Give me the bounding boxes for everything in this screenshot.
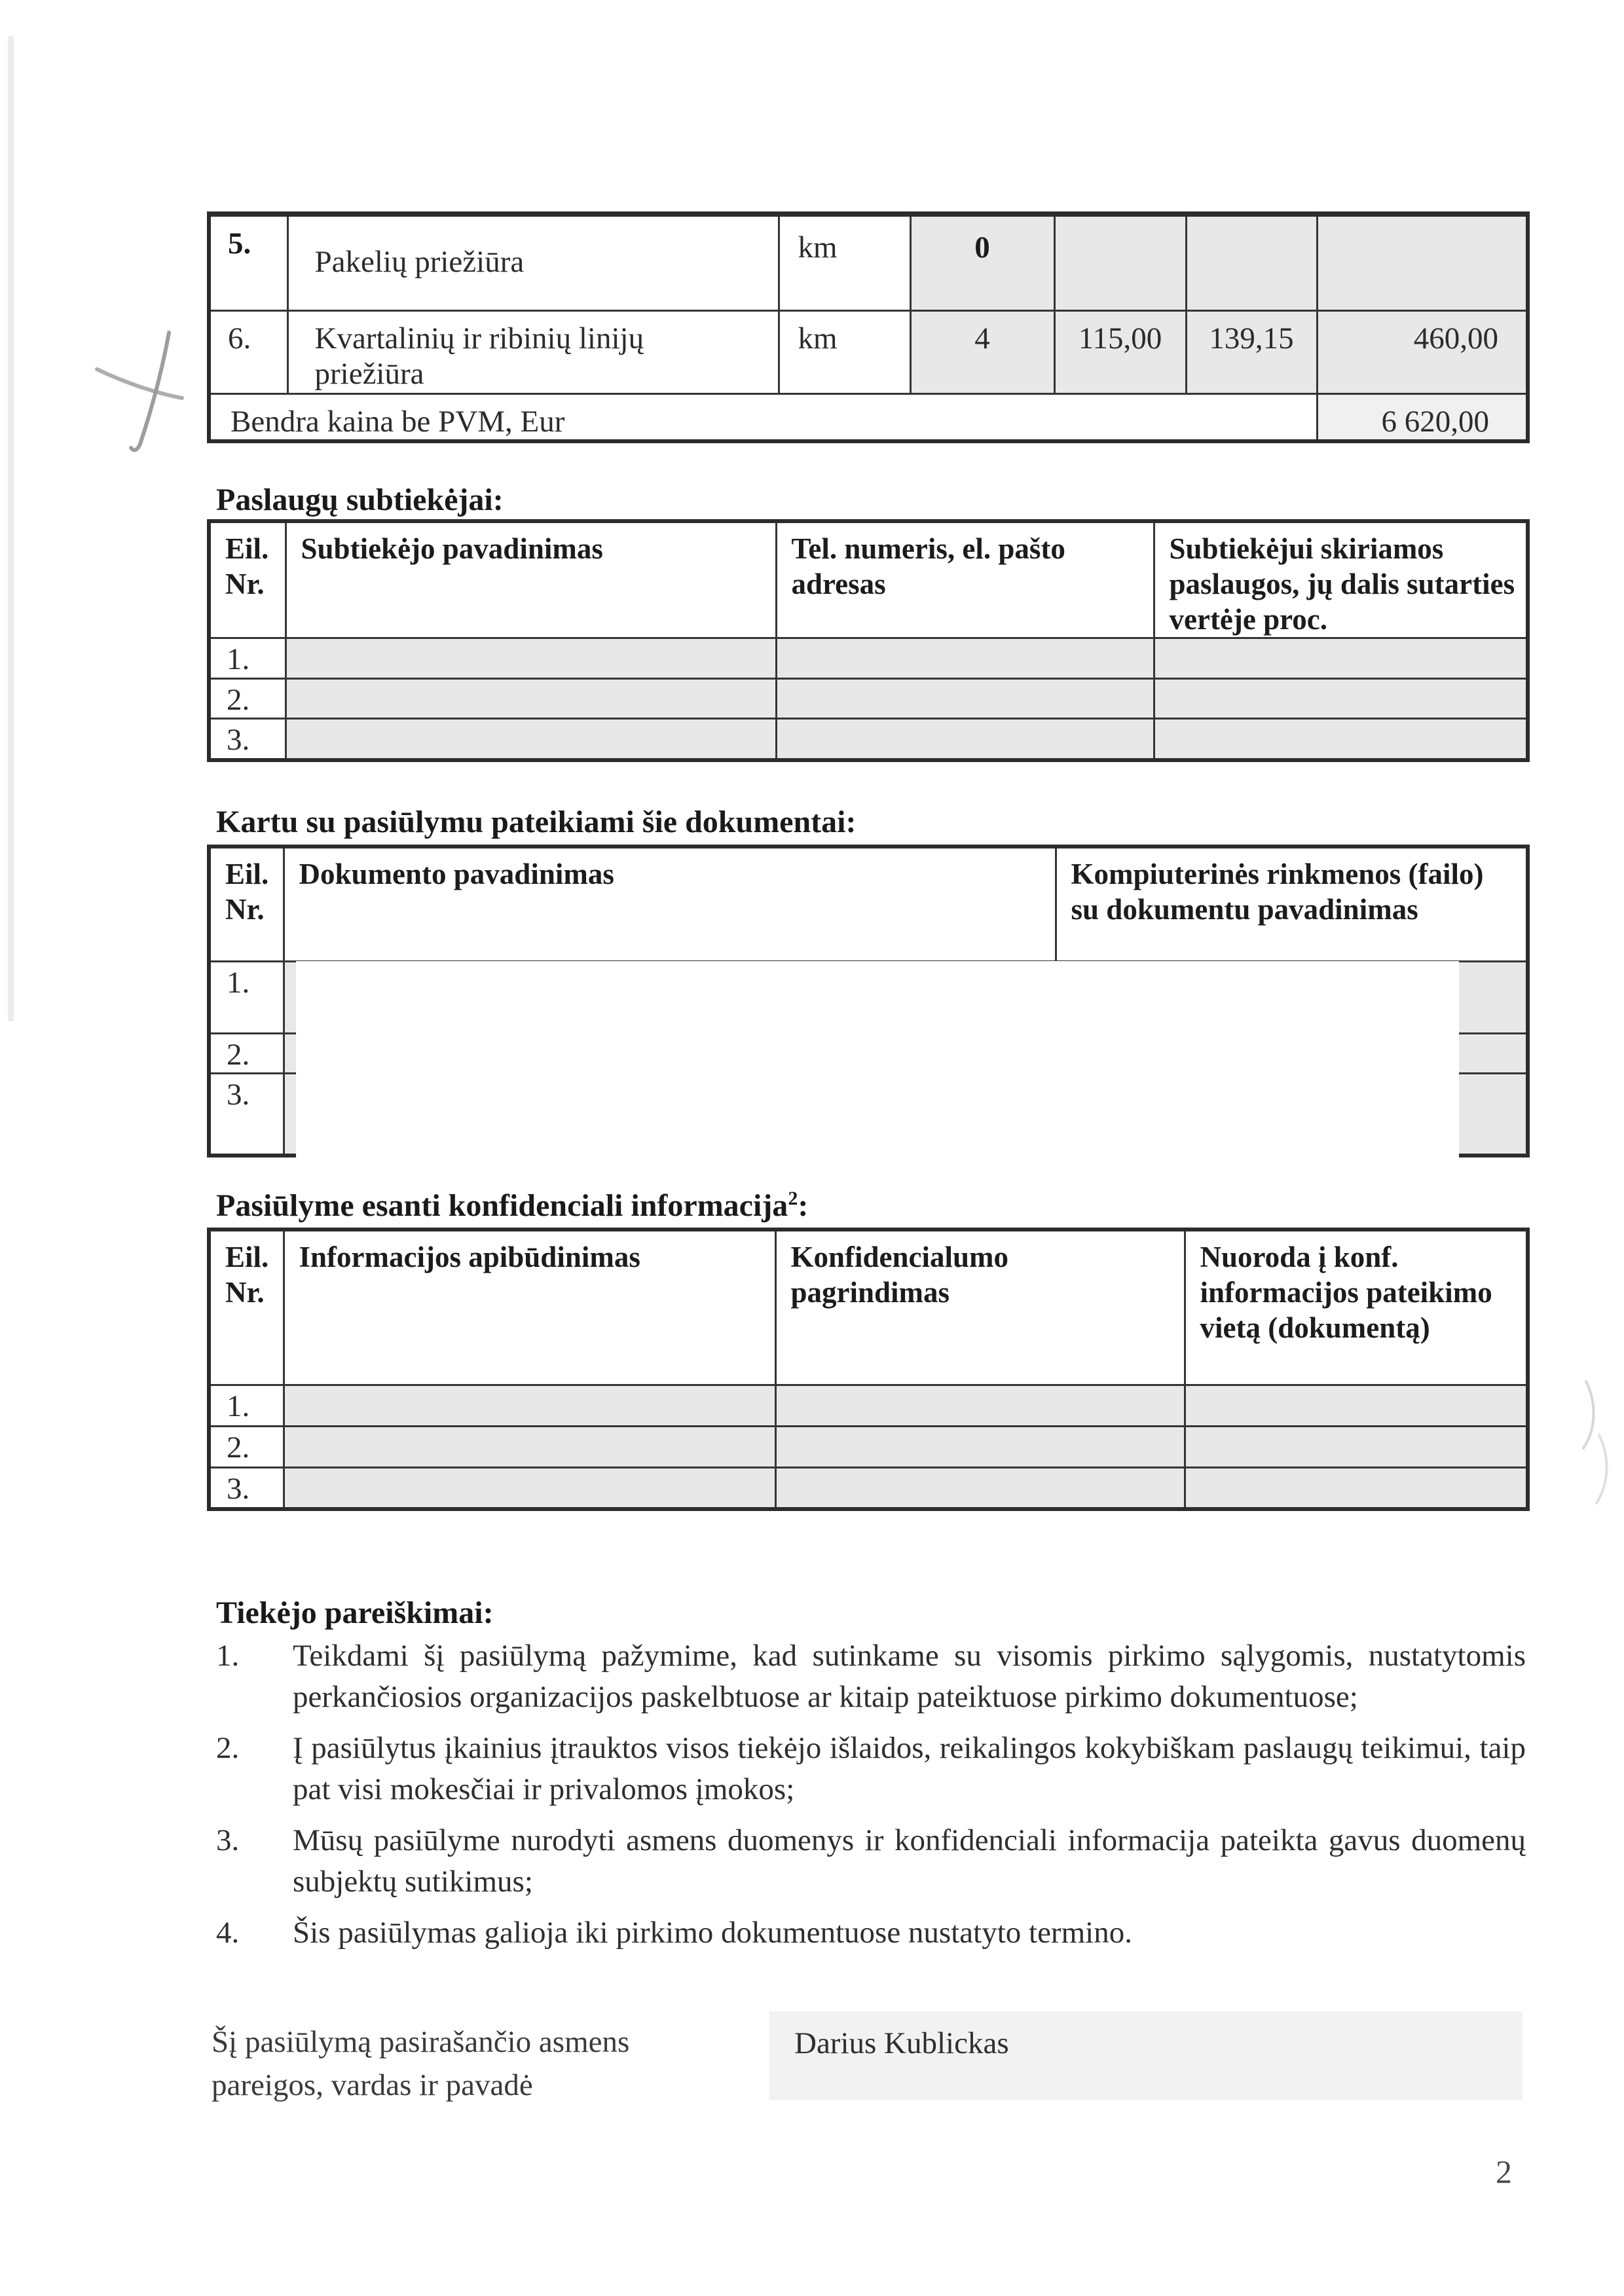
empty-cell (1154, 638, 1528, 679)
row-number-cell: 1. (209, 638, 286, 679)
row-number-cell: 2. (209, 1426, 284, 1467)
header-cell: Eil. Nr. (209, 847, 284, 961)
table-header-row (209, 1230, 1528, 1385)
item-text: Šis pasiūlymas galioja iki pirkimo dokumentuose nustatyto termino. (293, 1916, 1132, 1950)
empty-cell (1185, 1385, 1528, 1426)
table-row (209, 719, 1528, 760)
section-heading-declarations: Tiekėjo pareiškimai: (216, 1595, 494, 1630)
signature-name: Darius Kublickas (794, 2026, 1009, 2060)
row-number-cell: 1. (209, 1385, 284, 1426)
confidential-table (207, 1228, 1530, 1511)
signature-label: Šį pasiūlymą pasirašančio asmens pareigos, vardas ir pavadė (212, 2025, 630, 2102)
row-number-cell: 3. (209, 1074, 284, 1156)
table-header-row (209, 847, 1528, 961)
section-heading-subcontractors: Paslaugų subtiekėjai: (216, 483, 504, 517)
item-text: Mūsų pasiūlyme nurodyti asmens duomenys ir konfidenciali informacija pateikta gavus duomenų subjektų sutikimus; (293, 1823, 1526, 1899)
price-cell: 139,15 (1186, 310, 1317, 393)
empty-cell (776, 638, 1154, 679)
section-heading-confidential (216, 1188, 808, 1224)
empty-cell (284, 1426, 775, 1467)
price-cell: 115,00 (1054, 310, 1186, 393)
header-cell: Nuoroda į konf. informacijos pateikimo vietą (dokumentą) (1185, 1230, 1528, 1385)
header-cell: Dokumento pavadinimas (284, 847, 1056, 961)
table-header-row (209, 521, 1528, 638)
table-row (209, 678, 1528, 719)
header-cell: Eil. Nr. (209, 521, 286, 638)
empty-cell (775, 1426, 1185, 1467)
empty-cell (1154, 719, 1528, 760)
table-row (209, 1385, 1528, 1426)
header-cell: Subtiekėjui skiriamos paslaugos, jų dalis sutarties vertėje proc. (1154, 521, 1528, 638)
heading-text: Pasiūlyme esanti konfidenciali informacija (216, 1188, 788, 1223)
price-cell (1186, 214, 1317, 310)
pricing-row-5 (209, 214, 1528, 310)
empty-cell (775, 1467, 1185, 1509)
footnote-marker: 2 (788, 1188, 798, 1209)
declarations-list (216, 1635, 1526, 1963)
row-number-cell: 3. (209, 1467, 284, 1509)
empty-cell (286, 719, 776, 760)
subcontractors-table (207, 519, 1530, 762)
scan-edge-artifact (8, 36, 14, 1021)
service-name-cell: Kvartalinių ir ribinių linijų priežiūra (287, 310, 779, 393)
row-number-cell: 6. (209, 310, 287, 393)
empty-cell (284, 1385, 775, 1426)
unit-cell: km (779, 310, 910, 393)
row-number-cell: 5. (209, 214, 287, 310)
empty-cell (1185, 1467, 1528, 1509)
declaration-item (216, 1728, 1526, 1810)
empty-cell (286, 638, 776, 679)
header-cell: Subtiekėjo pavadinimas (286, 521, 776, 638)
table-row (209, 638, 1528, 679)
declaration-item (216, 1820, 1526, 1903)
item-text: Teikdami šį pasiūlymą pažymime, kad sutinkame su visomis pirkimo sąlygomis, nustatytomis perkančiosios organizacijos paskelbtuose ar kitaip pateiktuose pirkimo dokumentuose; (293, 1639, 1526, 1714)
handwritten-check-mark (92, 327, 210, 458)
table-row (209, 1426, 1528, 1467)
sum-cell (1317, 214, 1528, 310)
row-number-cell: 3. (209, 719, 286, 760)
header-cell: Tel. numeris, el. pašto adresas (776, 521, 1154, 638)
empty-cell (776, 678, 1154, 719)
item-number: 3. (216, 1823, 240, 1857)
empty-cell (1154, 678, 1528, 719)
empty-cell (775, 1385, 1185, 1426)
heading-colon: : (798, 1188, 809, 1223)
table-row (209, 1467, 1528, 1509)
header-cell: Eil. Nr. (209, 1230, 284, 1385)
item-number: 1. (216, 1639, 240, 1673)
header-cell: Konfidencialumo pagrindimas (775, 1230, 1185, 1385)
quantity-cell: 0 (910, 214, 1054, 310)
empty-cell (776, 719, 1154, 760)
item-number: 2. (216, 1731, 240, 1765)
section-heading-documents: Kartu su pasiūlymu pateikiami šie dokumentai: (216, 805, 857, 839)
service-name-cell: Pakelių priežiūra (287, 214, 779, 310)
pricing-row-6 (209, 310, 1528, 393)
pricing-total-row (209, 393, 1528, 441)
redaction-overlay (296, 961, 1459, 1209)
quantity-cell: 4 (910, 310, 1054, 393)
sum-cell: 460,00 (1317, 310, 1528, 393)
row-number-cell: 1. (209, 961, 284, 1033)
total-label-cell: Bendra kaina be PVM, Eur (209, 393, 1317, 441)
item-text: Į pasiūlytus įkainius įtrauktos visos tiekėjo išlaidos, reikalingos kokybiškam paslaugų teikimui, taip pat visi mokesčiai ir privalomos įmokos; (293, 1731, 1526, 1806)
declaration-item (216, 1912, 1526, 1954)
empty-cell (286, 678, 776, 719)
page-number: 2 (1496, 2153, 1512, 2190)
total-value-cell: 6 620,00 (1317, 393, 1528, 441)
empty-cell (1185, 1426, 1528, 1467)
item-number: 4. (216, 1916, 240, 1950)
pricing-table (207, 211, 1530, 443)
unit-cell: km (779, 214, 910, 310)
header-cell: Kompiuterinės rinkmenos (failo) su dokumentu pavadinimas (1056, 847, 1528, 961)
row-number-cell: 2. (209, 1033, 284, 1074)
declaration-item (216, 1635, 1526, 1718)
price-cell (1054, 214, 1186, 310)
row-number-cell: 2. (209, 678, 286, 719)
header-cell: Informacijos apibūdinimas (284, 1230, 775, 1385)
margin-scribble (1572, 1375, 1619, 1512)
empty-cell (284, 1467, 775, 1509)
